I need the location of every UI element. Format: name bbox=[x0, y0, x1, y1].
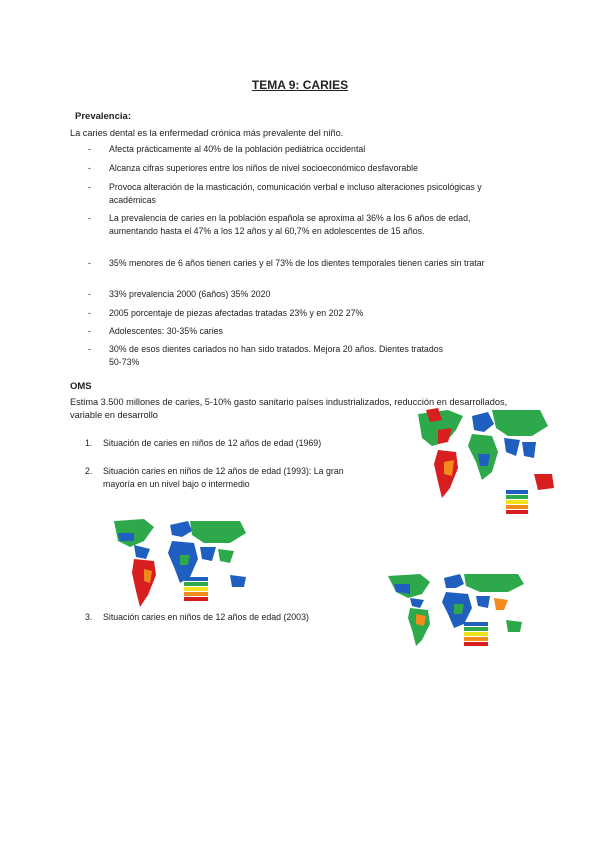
world-map-1993 bbox=[100, 515, 250, 615]
list-item: - Provoca alteración de la masticación, comunicación verbal e incluso alteraciones psicológicas y académicas bbox=[88, 182, 482, 205]
list-item: - Alcanza cifras superiores entre los niños de nivel socioeconómico desfavorable bbox=[88, 163, 419, 173]
page-title: TEMA 9: CARIES bbox=[251, 78, 349, 92]
list-item: 2. Situación caries en niños de 12 años de edad (1993): La gran mayoría en un nivel bajo o intermedio bbox=[85, 466, 344, 489]
list-item: - La prevalencia de caries en la población española se aproxima al 36% a los 6 años de edad, aumentando hasta el 47% a los 12 años y al 60,7% en adolescentes de 15 años. bbox=[88, 213, 471, 236]
oms-intro: Estima 3.500 millones de caries, 5-10% gasto sanitario países industrializados, reducción en desarrollados, variable en desarrollo bbox=[70, 397, 508, 420]
section-heading-prevalencia: Prevalencia: bbox=[75, 111, 131, 122]
australia-region bbox=[534, 474, 554, 490]
world-map-2003 bbox=[380, 570, 528, 650]
prevalencia-intro: La caries dental es la enfermedad crónica más prevalente del niño. bbox=[70, 128, 344, 138]
section-heading-oms: OMS bbox=[70, 381, 92, 392]
list-item: 3. Situación caries en niños de 12 años de edad (2003) bbox=[85, 612, 309, 622]
list-item: - 30% de esos dientes cariados no han sido tratados. Mejora 20 años. Dientes tratados 50-73% bbox=[88, 344, 443, 367]
list-item: 1. Situación de caries en niños de 12 años de edad (1969) bbox=[85, 438, 322, 448]
europe-region bbox=[472, 412, 494, 432]
asia-region bbox=[492, 410, 548, 436]
world-map-1969 bbox=[408, 402, 558, 517]
list-item: - 35% menores de 6 años tienen caries y el 73% de los dientes temporales tienen caries sin tratar bbox=[88, 258, 485, 268]
list-item: - Afecta prácticamente al 40% de la población pediátrica occidental bbox=[88, 144, 366, 154]
map-legend bbox=[506, 490, 528, 514]
list-item: - 33% prevalencia 2000 (6años) 35% 2020 bbox=[88, 289, 271, 299]
list-item: - 2005 porcentaje de piezas afectadas tratadas 23% y en 202 27% bbox=[88, 308, 364, 318]
list-item: - Adolescentes: 30-35% caries bbox=[88, 326, 223, 336]
